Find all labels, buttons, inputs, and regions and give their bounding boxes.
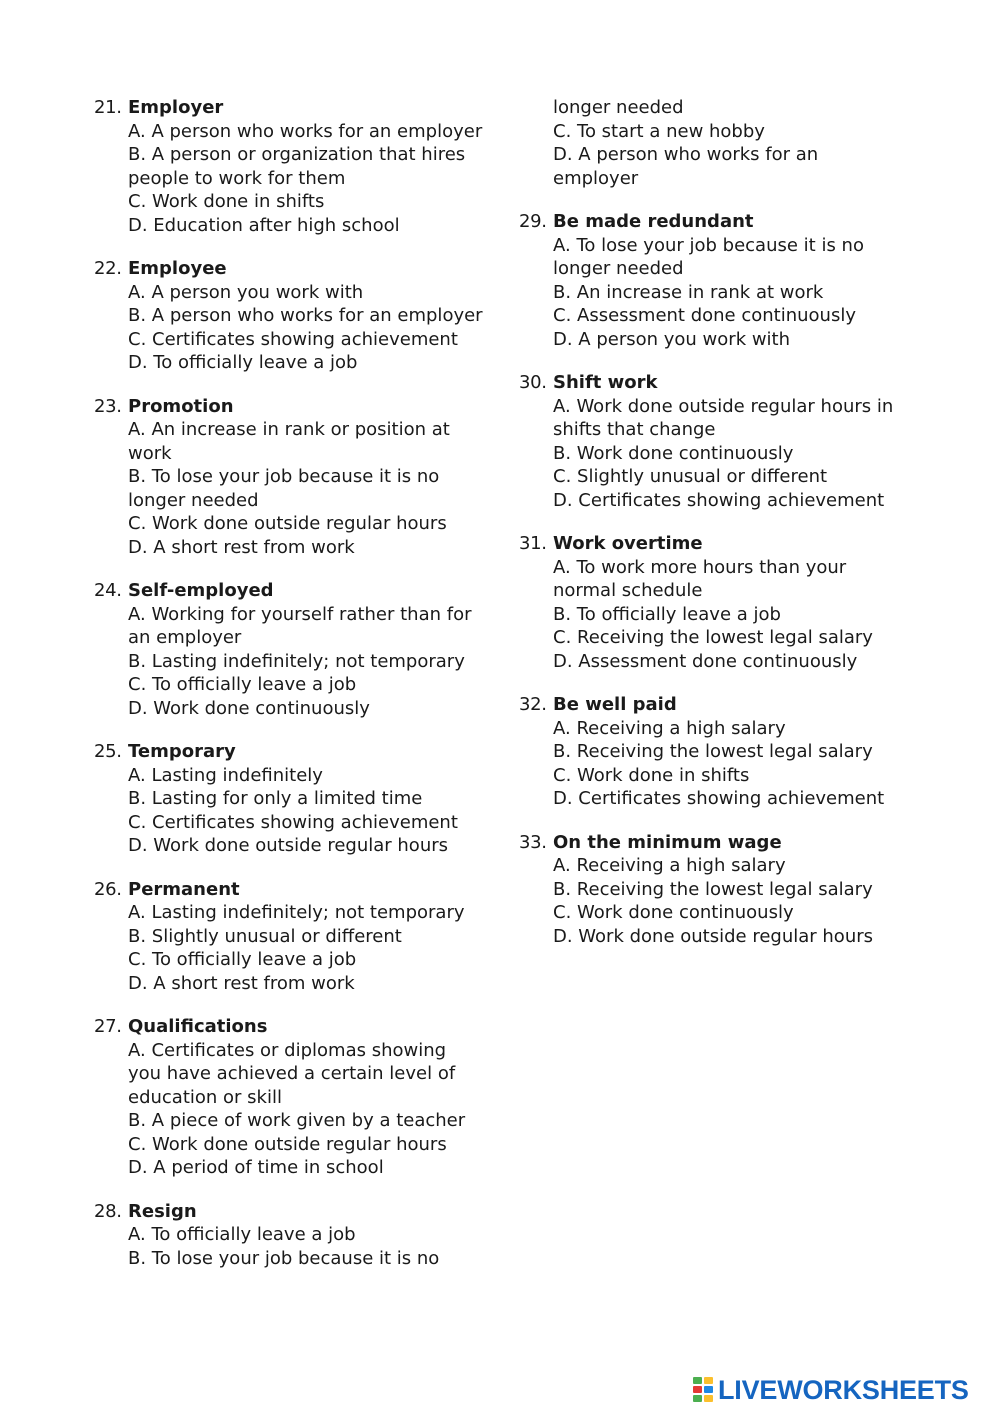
answer-option: D. Education after high school xyxy=(128,214,400,236)
answer-option: D. Assessment done continuously xyxy=(553,650,858,672)
left-column xyxy=(94,96,494,1290)
answer-option: C. Slightly unusual or different xyxy=(553,466,828,487)
question-heading xyxy=(94,1200,494,1224)
answer-option: B. An increase in rank at work xyxy=(553,281,824,303)
answer-option: D. Work done continuously xyxy=(128,697,370,719)
answer-option: B. To lose your job because it is no longer needed xyxy=(128,466,440,511)
answer-option: A. Working for yourself rather than for an employer xyxy=(128,603,472,648)
question-heading xyxy=(519,371,919,395)
answer-option: B. Lasting for only a limited time xyxy=(128,788,423,809)
answer-option: B. Lasting indefinitely; not temporary xyxy=(128,650,465,672)
question-number: 31. xyxy=(519,533,547,554)
answer-option: A. Lasting indefinitely; not temporary xyxy=(128,902,465,923)
answer-option: A. A person you work with xyxy=(128,281,364,303)
liveworksheets-logo[interactable] xyxy=(693,1374,969,1406)
question-block xyxy=(94,1200,494,1271)
logo-text: LIVEWORKSHEETS xyxy=(718,1374,969,1405)
answer-option: A. Receiving a high salary xyxy=(553,717,786,739)
answer-option: A. Certificates or diplomas showing you have achieved a certain level of education or skill xyxy=(128,1039,456,1108)
question-number: 23. xyxy=(94,395,122,417)
answer-option: D. A short rest from work xyxy=(128,972,355,994)
question-block xyxy=(94,257,494,375)
answer-option: A. A person who works for an employer xyxy=(128,120,483,142)
question-term: Qualifications xyxy=(128,1016,268,1037)
answer-option: C. Work done continuously xyxy=(553,902,794,923)
question-term: Employer xyxy=(128,97,224,118)
answer-option: B. Receiving the lowest legal salary xyxy=(553,878,873,900)
answer-option: D. Work done outside regular hours xyxy=(128,835,449,856)
question-block xyxy=(519,532,919,673)
question-number: 27. xyxy=(94,1016,122,1037)
answer-option: D. A period of time in school xyxy=(128,1157,384,1178)
question-heading xyxy=(519,693,919,717)
answer-option: B. Work done continuously xyxy=(553,442,794,464)
question-28-continuation xyxy=(519,96,919,190)
answer-option: longer needed xyxy=(553,97,684,118)
question-number: 32. xyxy=(519,694,547,715)
question-block xyxy=(519,831,919,949)
question-number: 29. xyxy=(519,211,547,232)
answer-option: B. To lose your job because it is no xyxy=(128,1247,440,1269)
question-number: 30. xyxy=(519,372,547,393)
question-block xyxy=(94,579,494,720)
question-block xyxy=(519,371,919,512)
answer-option: A. Receiving a high salary xyxy=(553,855,786,876)
answer-option: C. To officially leave a job xyxy=(128,949,357,970)
answer-option: A. An increase in rank or position at work xyxy=(128,419,450,464)
answer-option: D. A short rest from work xyxy=(128,536,355,558)
question-heading xyxy=(519,210,919,234)
question-term: Shift work xyxy=(553,372,658,393)
question-heading xyxy=(94,395,494,419)
answer-option: D. A person you work with xyxy=(553,328,791,350)
question-heading xyxy=(94,579,494,603)
question-term: Be well paid xyxy=(553,694,677,715)
question-number: 28. xyxy=(94,1200,122,1222)
answer-option: A. To work more hours than your normal schedule xyxy=(553,556,847,601)
question-heading xyxy=(519,831,919,855)
answer-option: C. Certificates showing achievement xyxy=(128,811,458,833)
answer-option: C. To officially leave a job xyxy=(128,674,357,695)
question-term: Employee xyxy=(128,258,227,279)
liveworksheets-logo-icon xyxy=(693,1377,715,1403)
answer-option: D. Certificates showing achievement xyxy=(553,788,885,809)
question-heading xyxy=(94,740,494,764)
answer-option: B. A person who works for an employer xyxy=(128,305,483,326)
question-block xyxy=(519,693,919,811)
question-heading xyxy=(94,878,494,902)
question-heading xyxy=(519,532,919,556)
answer-option: A. To officially leave a job xyxy=(128,1224,356,1245)
question-heading xyxy=(94,96,494,120)
answer-option: D. To officially leave a job xyxy=(128,352,358,373)
question-number: 25. xyxy=(94,741,122,762)
question-block xyxy=(94,395,494,560)
question-block xyxy=(94,96,494,237)
question-number: 33. xyxy=(519,831,547,853)
answer-option: C. Work done in shifts xyxy=(553,764,750,786)
right-column xyxy=(519,96,919,968)
question-number: 26. xyxy=(94,878,122,900)
answer-option: D. Work done outside regular hours xyxy=(553,925,874,947)
answer-option: D. Certificates showing achievement xyxy=(553,489,885,511)
question-number: 21. xyxy=(94,97,122,118)
answer-option: B. A person or organization that hires people to work for them xyxy=(128,144,466,189)
question-block xyxy=(94,740,494,858)
question-heading xyxy=(94,257,494,281)
answer-option: C. Certificates showing achievement xyxy=(128,328,458,350)
answer-option: C. Work done outside regular hours xyxy=(128,513,447,534)
question-number: 22. xyxy=(94,258,122,279)
answer-option: C. Work done in shifts xyxy=(128,191,325,212)
question-block xyxy=(519,210,919,351)
question-term: On the minimum wage xyxy=(553,831,782,853)
answer-option: C. Receiving the lowest legal salary xyxy=(553,627,873,648)
answer-option: B. Slightly unusual or different xyxy=(128,925,402,947)
question-number: 24. xyxy=(94,580,122,601)
question-term: Temporary xyxy=(128,741,236,762)
question-term: Be made redundant xyxy=(553,211,754,232)
question-term: Promotion xyxy=(128,395,234,417)
question-heading xyxy=(94,1015,494,1039)
question-block xyxy=(94,878,494,996)
answer-option: C. Assessment done continuously xyxy=(553,305,856,326)
question-term: Work overtime xyxy=(553,533,703,554)
answer-option: C. To start a new hobby xyxy=(553,120,765,142)
answer-option: B. To officially leave a job xyxy=(553,603,781,625)
answer-option: D. A person who works for an employer xyxy=(553,144,819,189)
answer-option: B. A piece of work given by a teacher xyxy=(128,1110,466,1131)
question-term: Permanent xyxy=(128,878,240,900)
answer-option: C. Work done outside regular hours xyxy=(128,1133,447,1155)
question-term: Self-employed xyxy=(128,580,274,601)
answer-option: A. To lose your job because it is no longer needed xyxy=(553,234,864,279)
question-term: Resign xyxy=(128,1200,197,1222)
answer-option: B. Receiving the lowest legal salary xyxy=(553,741,873,762)
answer-option: A. Lasting indefinitely xyxy=(128,764,323,786)
answer-option: A. Work done outside regular hours in shifts that change xyxy=(553,395,894,440)
question-block xyxy=(94,1015,494,1180)
